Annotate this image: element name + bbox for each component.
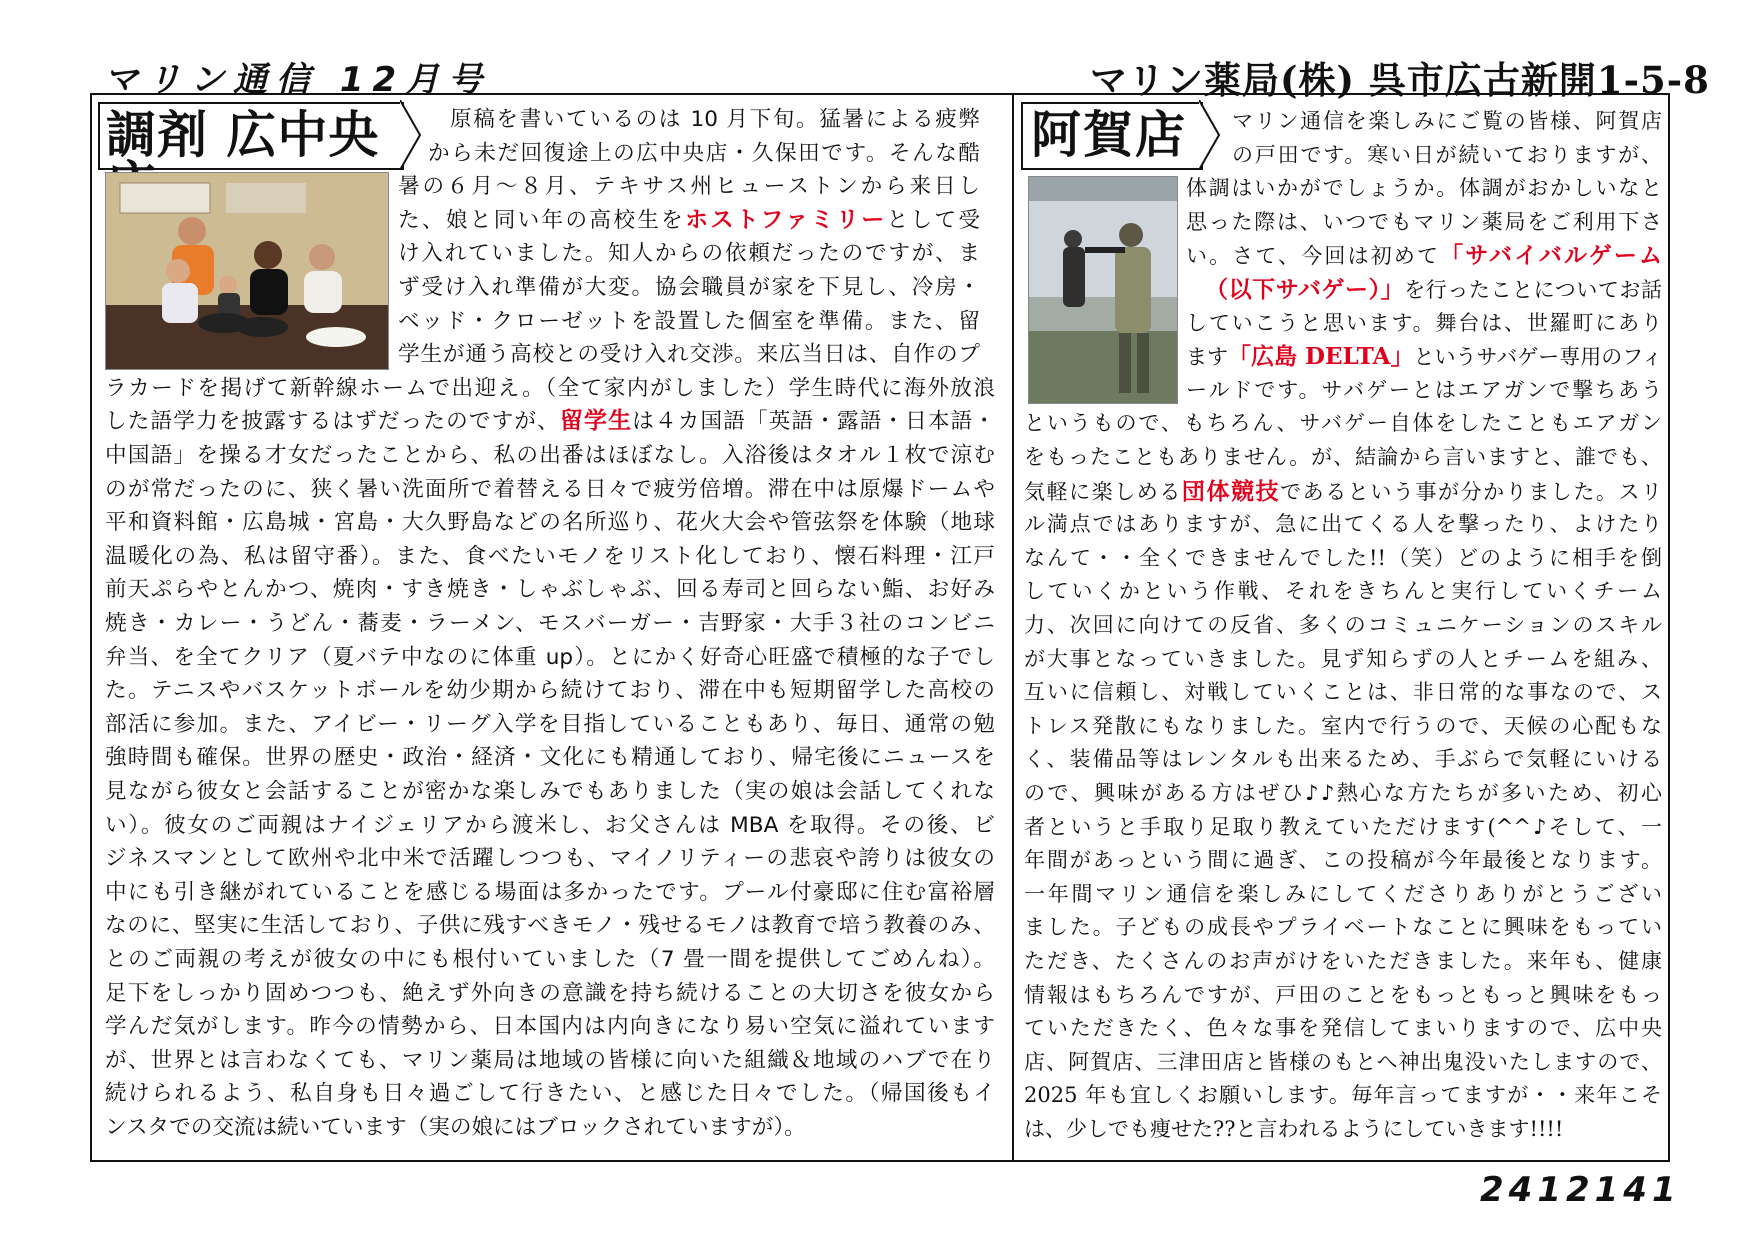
right-highlight-text: 団体競技 xyxy=(1181,477,1281,505)
left-article-line xyxy=(105,977,995,1011)
left-line-text: 中にも引き継がれていることを感じる場面は多かったです。プール付豪邸に住む富裕層 xyxy=(105,879,995,905)
left-article-line xyxy=(105,741,995,775)
right-highlight-text: 「広島 DELTA」 xyxy=(1228,343,1414,371)
left-line-text: ベッド・クローゼットを設置した個室を準備。また、留 xyxy=(398,308,980,334)
left-article-line xyxy=(105,473,995,507)
left-article-line xyxy=(398,170,980,204)
left-article-line xyxy=(105,641,995,675)
right-article-line xyxy=(1024,979,1662,1013)
right-article-line xyxy=(1232,105,1662,139)
left-line-text: 平和資料館・広島城・宮島・大久野島などの名所巡り、花火大会や管弦祭を体験（地球 xyxy=(105,510,995,536)
left-article-line xyxy=(105,1111,995,1145)
left-article-line xyxy=(105,674,995,708)
left-article-line xyxy=(105,540,995,574)
footer-code: 2412141 xyxy=(1480,1170,1681,1210)
right-article-line xyxy=(1186,172,1662,206)
left-article-line xyxy=(105,708,995,742)
left-line-text: 学生が通う高校との受け入れ交渉。来広当日は、自作のプ xyxy=(398,342,980,368)
right-section-title-box xyxy=(1021,102,1203,170)
right-article-line xyxy=(1024,508,1662,542)
left-line-text: 足下をしっかり固めつつも、絶えず外向きの意識を持ち続けることの大切さを彼女から xyxy=(105,980,995,1006)
left-line-text: とのご両親の考えが彼女の中にも根付いていました（7 畳一間を提供してごめんね）。 xyxy=(105,947,995,972)
left-section-title: 調剤 広中央 xyxy=(106,105,380,164)
left-article-line xyxy=(105,439,995,473)
left-article-line xyxy=(105,842,995,876)
right-title-chevron-icon xyxy=(1199,100,1221,170)
right-line-text: い。さて、今回は初めて xyxy=(1186,244,1441,269)
survival-game-photo xyxy=(1028,176,1178,404)
right-article-line xyxy=(1024,844,1662,878)
left-article-line xyxy=(105,775,995,809)
header-right-title: マリン薬局(株) 呉市広古新開1-5-8 xyxy=(1090,58,1710,102)
right-article-line xyxy=(1024,407,1662,441)
right-line-text: ので、興味がある方はぜひ♪♪熱心な方たちが多いため、初心 xyxy=(1024,781,1662,805)
right-article-line xyxy=(1024,878,1662,912)
left-line-text: 中国語」を操る才女だったことから、私の出番はほぼなし。入浴後はタオル１枚で涼む xyxy=(105,443,995,468)
right-highlight-text: （以下サバゲー）」 xyxy=(1205,276,1405,303)
right-line-text: なんて・・全くできませんでした!!（笑）どのように相手を倒 xyxy=(1024,545,1662,570)
right-line-text: ただき、たくさんのお声がけをいただきました。来年も、健康 xyxy=(1024,949,1662,973)
right-article-line xyxy=(1024,575,1662,609)
right-article-line xyxy=(1205,273,1662,308)
right-line-text-after: というサバゲー専用のフィ xyxy=(1413,345,1663,370)
right-line-text: く、装備品等はレンタルも出来るため、手ぶらで気軽にいける xyxy=(1024,747,1662,772)
left-line-text: なのに、堅実に生活しており、子供に残すべきモノ・残せるモノは教育で培う教養のみ、 xyxy=(105,913,995,939)
left-article-line xyxy=(105,573,995,607)
left-line-text: 原稿を書いているのは 10 月下旬。猛暑による疲弊 xyxy=(450,107,980,132)
right-line-text: マリン通信を楽しみにご覧の皆様、阿賀店 xyxy=(1232,109,1662,133)
left-article-line xyxy=(105,506,995,540)
right-article-line xyxy=(1024,710,1662,744)
left-article-line xyxy=(105,876,995,910)
right-line-text: 者というと手取り足取り教えていただけます(^^♪そして、一 xyxy=(1024,814,1662,839)
left-article-line xyxy=(105,1044,995,1078)
right-line-text: ル満点ではありますが、急に出てくる人を撃ったり、よけたり xyxy=(1024,512,1662,537)
right-article-line xyxy=(1024,1113,1662,1147)
left-line-text: が、世界とは言わなくても、マリン薬局は地域の皆様に向いた組織＆地域のハブで在り xyxy=(105,1047,995,1073)
right-article-line xyxy=(1024,743,1662,777)
left-line-text: 弁当、を全てクリア（夏バテ中なのに体重 up）。とにかく好奇心旺盛で積極的な子でし xyxy=(105,644,995,670)
left-line-text: した語学力を披露するはずだったのですが、 xyxy=(105,409,560,435)
right-line-text: が大事となっていきました。見ず知らずの人とチームを組み、 xyxy=(1024,646,1662,671)
left-line-text: のが常だったのに、狭く暑い洗面所で着替える日々で疲労倍増。滞在中は原爆ドームや xyxy=(105,476,995,502)
right-article-line xyxy=(1024,609,1662,643)
left-line-text: た。テニスやバスケットボールを幼少期から続けており、滞在中も短期留学した高校の xyxy=(105,678,995,704)
right-line-text: 2025 年も宜しくお願いします。毎年言ってますが・・来年こそ xyxy=(1024,1083,1662,1108)
right-line-text: ていただきたく、色々な事を発信してまいりますので、広中央 xyxy=(1024,1016,1662,1041)
right-article-line xyxy=(1024,475,1662,510)
left-article-line xyxy=(105,372,995,406)
left-article-line xyxy=(428,137,980,171)
right-line-text: をもったこともありません。が、結論から言いますと、誰でも、 xyxy=(1024,445,1662,469)
right-line-text: は、少しでも痩せた??と言われるようにしていきます!!!! xyxy=(1024,1117,1564,1141)
left-line-text: い）。彼女のご両親はナイジェリアから渡米し、お父さんは MBA を取得。その後、ビ xyxy=(105,812,996,838)
right-article-line xyxy=(1024,911,1662,945)
left-article-line xyxy=(450,103,980,137)
right-line-text: 店、阿賀店、三津田店と皆様のもとへ神出鬼没いたしますので、 xyxy=(1024,1049,1662,1074)
right-article-line xyxy=(1186,340,1662,375)
right-article-line xyxy=(1024,1012,1662,1046)
left-line-text: 焼き・カレー・うどん・蕎麦・ラーメン、モスバーガー・吉野家・大手３社のコンビニ xyxy=(105,611,995,636)
right-line-text: 年間があっという間に過ぎ、この投稿が今年最後となります。 xyxy=(1024,848,1662,873)
left-line-text: た、娘と同い年の高校生を xyxy=(398,207,686,233)
right-line-text-after: であるという事が分かりました。スリ xyxy=(1280,479,1663,504)
left-line-text: ジネスマンとして欧州や北中米で活躍しつつも、マイノリティーの悲哀や誇りは彼女の xyxy=(105,846,995,872)
family-photo xyxy=(105,172,389,370)
right-line-text: 互いに信頼し、対戦していくことは、非日常的な事なので、ス xyxy=(1024,680,1662,705)
right-line-text: していこうと思います。舞台は、世羅町にあり xyxy=(1186,310,1662,335)
right-line-text: ます xyxy=(1186,345,1228,370)
right-line-text: ールドです。サバゲーとはエアガンで撃ちあう xyxy=(1186,377,1662,402)
right-line-text: というもので、もちろん、サバゲー自体をしたこともエアガン xyxy=(1024,411,1662,436)
right-article-line xyxy=(1024,441,1662,475)
left-article-line xyxy=(105,405,995,439)
right-article-line xyxy=(1186,307,1662,341)
right-article-line xyxy=(1024,811,1662,845)
left-line-text-after: として受 xyxy=(886,207,980,233)
right-section-title: 阿賀店 xyxy=(1031,105,1187,164)
left-article-line xyxy=(398,338,980,372)
left-article-line xyxy=(105,1077,995,1111)
right-line-text: 気軽に楽しめる xyxy=(1024,479,1182,504)
right-line-text: の戸田です。寒い日が続いておりますが、 xyxy=(1232,142,1662,167)
right-article-line xyxy=(1186,239,1662,274)
right-line-text: 体調はいかがでしょうか。体調がおかしいなと xyxy=(1186,176,1662,201)
right-article-line xyxy=(1232,139,1662,173)
right-article-line xyxy=(1024,777,1662,811)
left-highlight-text: ホストファミリー xyxy=(685,206,887,233)
right-line-text: 力、次回に向けての反省、多くのコミュニケーションのスキル xyxy=(1024,613,1662,637)
right-article-line xyxy=(1024,676,1662,710)
left-article-line xyxy=(398,237,980,271)
right-line-text: 一年間マリン通信を楽しみにしてくださりありがとうござい xyxy=(1024,881,1662,906)
right-line-text: していくかという作戦、それをきちんと実行していくチーム xyxy=(1024,579,1662,604)
right-article-line xyxy=(1024,945,1662,979)
left-article-line xyxy=(105,809,995,843)
right-highlight-text: 「サバイバルゲーム xyxy=(1440,242,1662,270)
left-article-line xyxy=(105,943,995,977)
left-section-title-box xyxy=(98,102,404,170)
left-line-text: 温暖化の為、私は留守番）。また、食べたいモノをリスト化しており、懐石料理・江戸 xyxy=(105,543,995,569)
right-line-text: 情報はもちろんですが、戸田のことをもっともっと興味をもっ xyxy=(1024,982,1662,1007)
right-article-line xyxy=(1186,374,1662,408)
left-article-line xyxy=(105,1010,995,1044)
right-line-text: ました。子どもの成長やプライベートなことに興味をもってい xyxy=(1024,915,1662,940)
left-line-text: 強時間も確保。世界の歴史・政治・経済・文化にも精通しており、帰宅後にニュースを xyxy=(105,745,995,771)
left-line-text: 見ながら彼女と会話することが密かな楽しみでもありました（実の娘は会話してくれな xyxy=(105,779,995,804)
right-line-text: トレス発散にもなりました。室内で行うので、天候の心配もな xyxy=(1024,713,1662,738)
right-article-line xyxy=(1024,643,1662,677)
left-article-line xyxy=(398,204,980,238)
right-article-line xyxy=(1186,206,1662,240)
left-article-line xyxy=(398,305,980,339)
left-line-text: 前天ぷらやとんかつ、焼肉・すき焼き・しゃぶしゃぶ、回る寿司と回らない鮨、お好み xyxy=(105,577,995,603)
column-divider xyxy=(1012,93,1014,1162)
left-line-text-after: は４カ国語「英語・露語・日本語・ xyxy=(632,409,995,435)
left-article-line xyxy=(105,909,995,943)
left-line-text: ず受け入れ準備が大変。協会職員が家を下見し、冷房・ xyxy=(398,275,980,300)
left-line-text: ンスタでの交流は続いています（実の娘にはブロックされていますが）。 xyxy=(105,1115,806,1140)
left-highlight-text: 留学生 xyxy=(559,408,633,435)
left-article-line xyxy=(398,271,980,305)
left-line-text: 学んだ気がします。昨今の情勢から、日本国内は内向きになり易い空気に溢れています xyxy=(105,1014,995,1040)
left-line-text: 続けられるよう、私自身も日々過ごして行きたい、と感じた日々でした。（帰国後もイ xyxy=(105,1081,995,1107)
right-line-text: 思った際は、いつでもマリン薬局をご利用下さ xyxy=(1186,209,1662,234)
right-line-text-after: を行ったことについてお話 xyxy=(1404,278,1662,302)
left-line-text: から未だ回復途上の広中央店・久保田です。そんな酷 xyxy=(428,140,980,166)
left-line-text: ラカードを掲げて新幹線ホームで出迎え。（全て家内がしました）学生時代に海外放浪 xyxy=(105,375,995,401)
header-left-title: マリン通信 12月号 xyxy=(104,60,492,100)
right-article-line xyxy=(1024,1079,1662,1113)
right-article-line xyxy=(1024,1046,1662,1080)
left-line-text: け入れていました。知人からの依頼だったのですが、ま xyxy=(398,241,980,267)
left-line-text: 暑の６月〜８月、テキサス州ヒューストンから来日し xyxy=(398,174,980,200)
left-article-line xyxy=(105,607,995,641)
left-line-text: 部活に参加。また、アイビー・リーグ入学を目指していることもあり、毎日、通常の勉 xyxy=(105,711,995,737)
right-article-line xyxy=(1024,542,1662,576)
left-title-chevron-icon xyxy=(400,100,422,170)
